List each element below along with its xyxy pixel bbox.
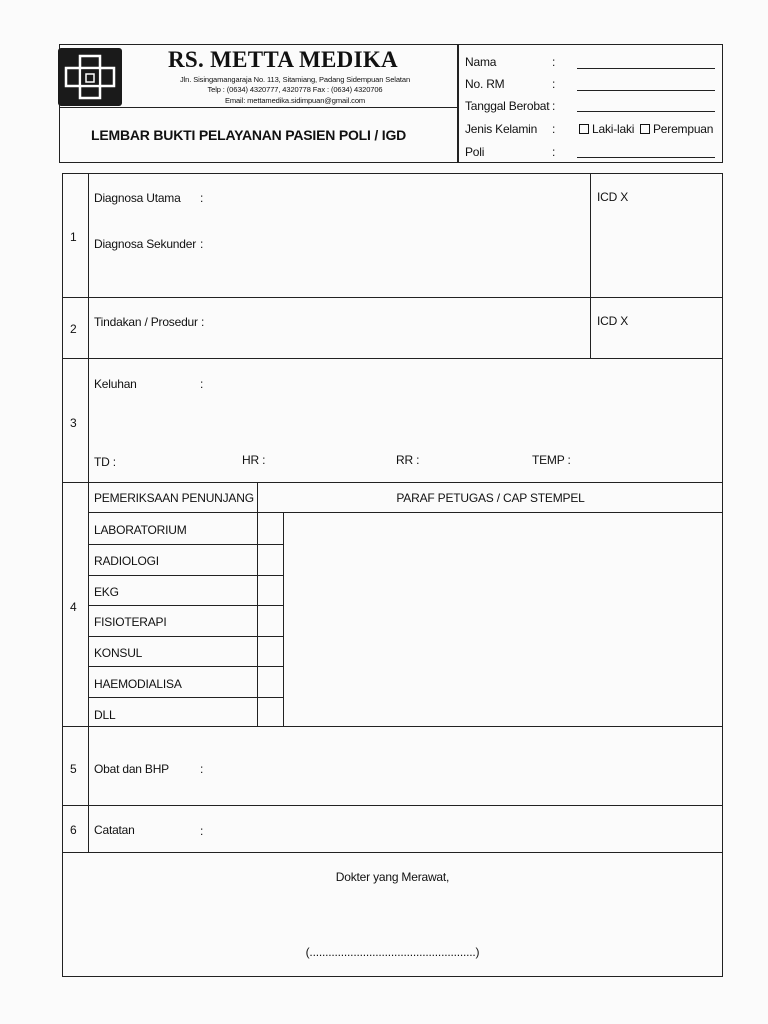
diagnosa-sekunder-colon: : [200,237,204,251]
hospital-email: Email: mettamedika.sidimpuan@gmail.com [224,96,366,105]
keluhan-label: Keluhan [94,377,137,391]
row-divider-5 [62,805,723,806]
penunjang-item-ekg: EKG [94,585,119,599]
gender-option-male[interactable]: Laki-laki [579,122,634,136]
row-divider-1 [62,297,723,298]
checkbox-column-divider [283,512,284,726]
signature-line[interactable]: (.....................................................) [305,945,480,959]
hospital-logo [58,48,122,106]
hospital-name: RS. METTA MEDIKA [168,47,398,72]
temp-label: TEMP : [532,453,571,467]
tanggal-label: Tanggal Berobat [465,99,550,113]
diagnosa-sekunder-label: Diagnosa Sekunder [94,237,197,251]
hr-label: HR : [242,453,266,467]
penunjang-item-haemodialisa: HAEMODIALISA [94,677,182,691]
icd-column-divider [590,173,591,358]
icd-label-1: ICD X [597,190,629,204]
penunjang-item-dll: DLL [94,708,116,722]
poli-label: Poli [465,145,485,159]
row-number-3: 3 [70,416,77,430]
penunjang-item-radiologi: RADIOLOGI [94,554,159,568]
row-number-4: 4 [70,600,77,614]
td-label: TD : [94,455,116,469]
poli-field[interactable] [577,157,715,158]
penunjang-line [88,575,283,576]
jenis-kelamin-label: Jenis Kelamin [465,122,538,136]
penunjang-line [88,666,283,667]
checkbox-icon[interactable] [640,124,650,134]
poli-colon: : [552,145,556,159]
rm-colon: : [552,77,556,91]
nama-colon: : [552,55,556,69]
rm-field[interactable] [577,90,715,91]
penunjang-item-laboratorium: LABORATORIUM [94,523,187,537]
row-number-1: 1 [70,230,77,244]
medical-cross-icon [58,48,122,106]
obat-colon: : [200,762,204,776]
catatan-colon: : [200,824,204,838]
tanggal-colon: : [552,99,556,113]
tanggal-field[interactable] [577,111,715,112]
row-divider-4 [62,726,723,727]
checkbox-icon[interactable] [579,124,589,134]
penunjang-line [88,697,283,698]
nama-field[interactable] [577,68,715,69]
penunjang-line [88,636,283,637]
rm-label: No. RM [465,77,505,91]
row-divider-6 [62,852,723,853]
nama-label: Nama [465,55,497,69]
icd-label-2: ICD X [597,314,629,328]
rr-label: RR : [396,453,420,467]
penunjang-item-konsul: KONSUL [94,646,143,660]
row-number-2: 2 [70,322,77,336]
pemeriksaan-header: PEMERIKSAAN PENUNJANG [94,491,254,505]
penunjang-header-line [88,512,723,513]
gender-option-female[interactable]: Perempuan [640,122,713,136]
catatan-label: Catatan [94,823,135,837]
diagnosa-utama-colon: : [200,191,204,205]
form-title: LEMBAR BUKTI PELAYANAN PASIEN POLI / IGD [91,127,407,143]
jenis-kelamin-colon: : [552,122,556,136]
row-number-6: 6 [70,823,77,837]
penunjang-divider [257,482,258,726]
paraf-header: PARAF PETUGAS / CAP STEMPEL [396,491,585,505]
diagnosa-utama-label: Diagnosa Utama [94,191,181,205]
doctor-label: Dokter yang Merawat, [335,870,450,884]
penunjang-item-fisioterapi: FISIOTERAPI [94,615,167,629]
row-divider-3 [62,482,723,483]
obat-label: Obat dan BHP [94,762,169,776]
header-divider [59,107,458,108]
penunjang-line [88,544,283,545]
keluhan-colon: : [200,377,204,391]
tindakan-label: Tindakan / Prosedur : [94,315,205,329]
row-divider-2 [62,358,723,359]
penunjang-line [88,605,283,606]
hospital-address: Jln. Sisingamangaraja No. 113, Sitamiang, Padang Sidempuan Selatan [179,75,411,84]
row-number-5: 5 [70,762,77,776]
hospital-phone: Telp : (0634) 4320777, 4320778 Fax : (0634) 4320706 [207,85,383,94]
